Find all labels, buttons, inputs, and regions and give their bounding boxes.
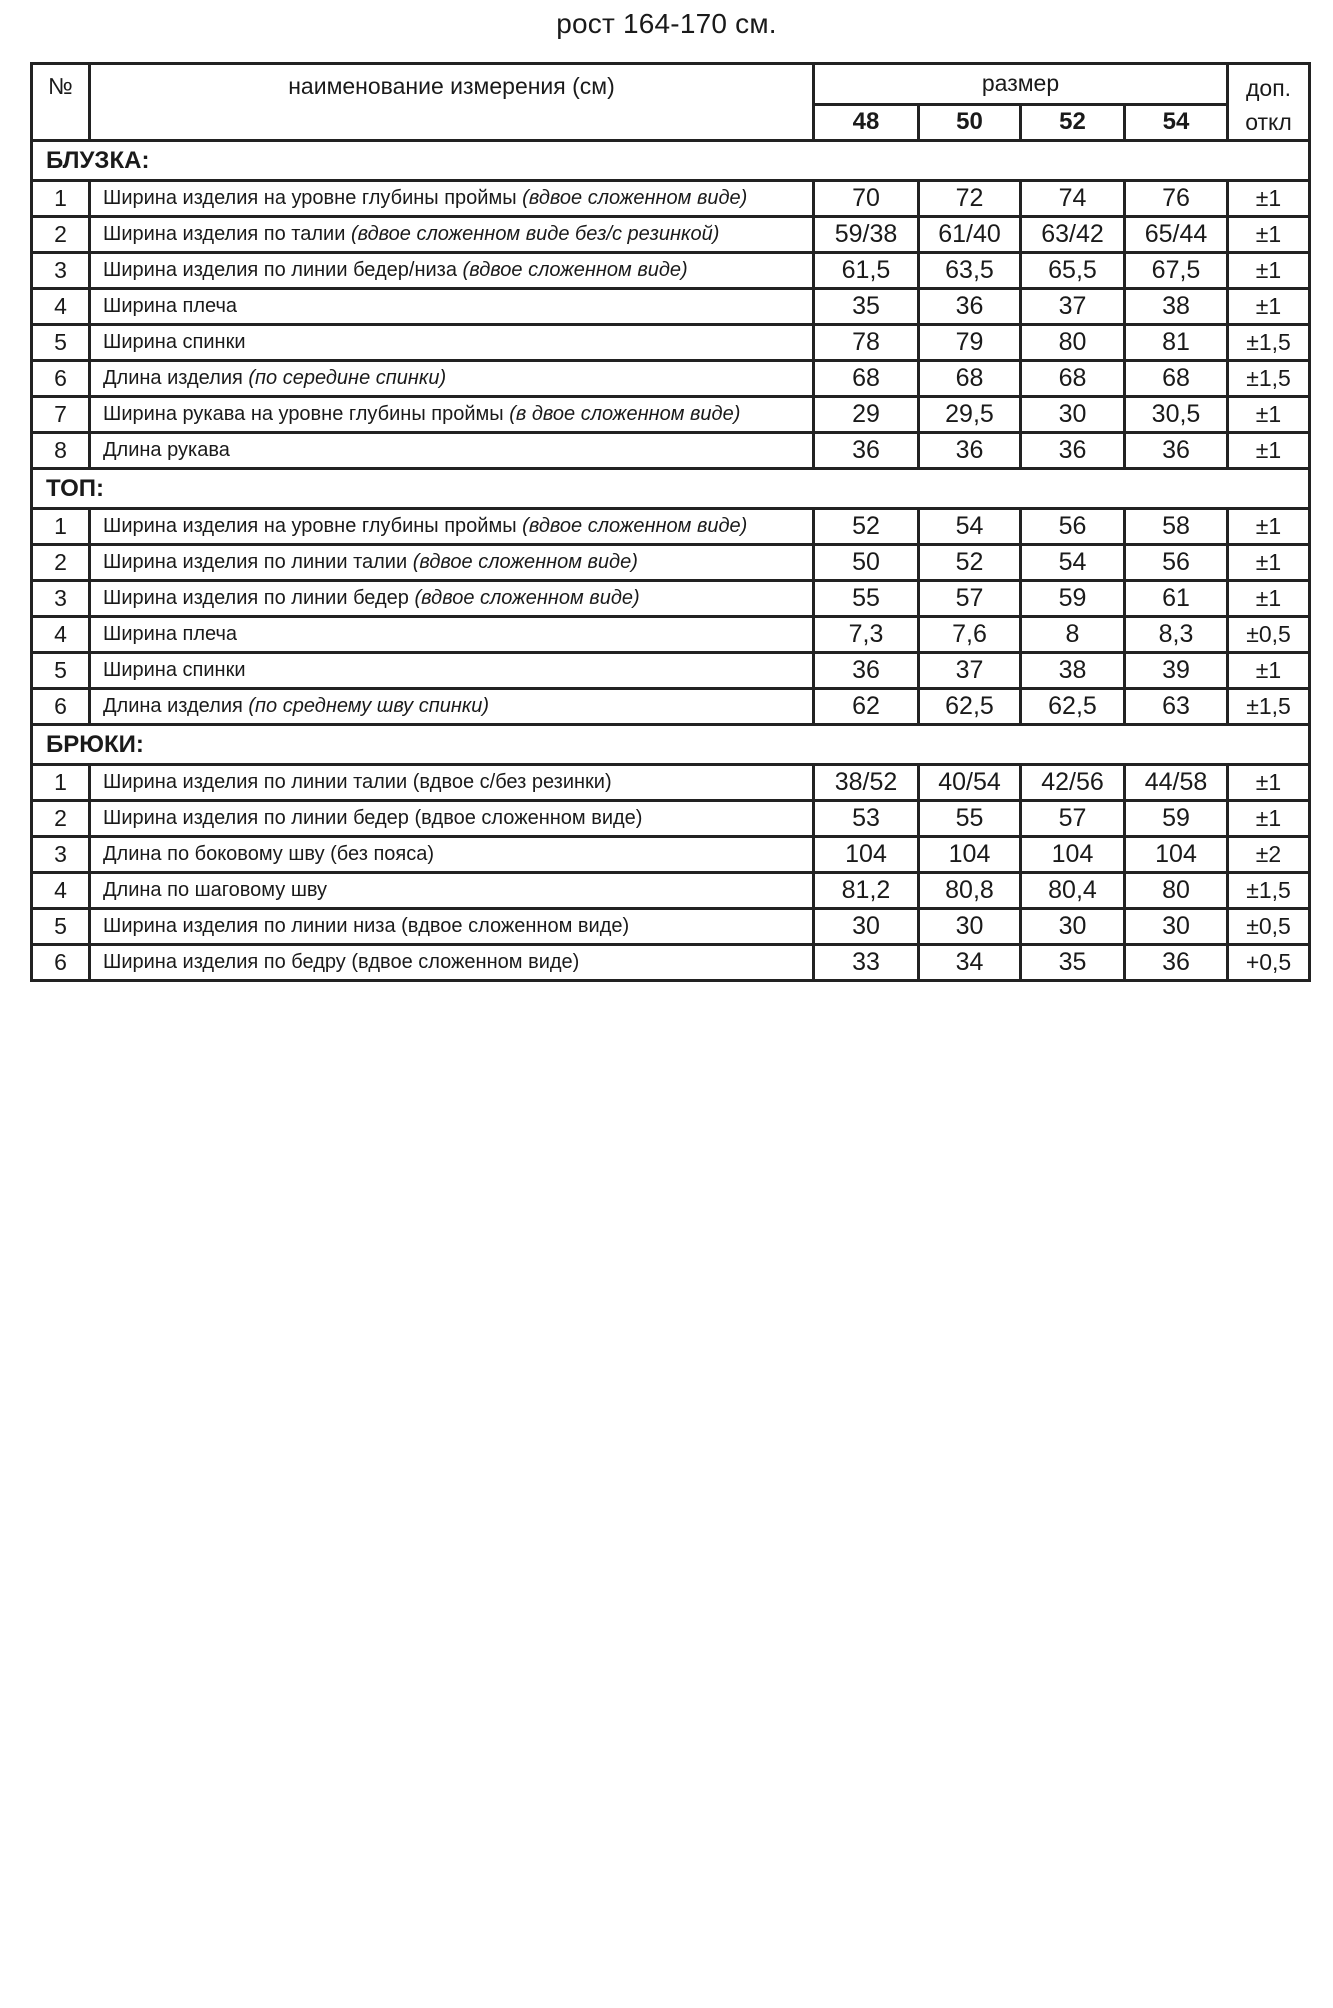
size-48-value: 35 xyxy=(814,289,919,325)
size-50-value: 104 xyxy=(919,837,1021,873)
header-tolerance xyxy=(1228,64,1310,141)
header-number: № xyxy=(32,64,90,141)
size-48-value: 30 xyxy=(814,909,919,945)
table-row xyxy=(32,945,1310,981)
measurement-note: (вдвое сложенном виде) xyxy=(522,515,748,537)
measurement-name xyxy=(90,289,814,325)
size-52-value: 42/56 xyxy=(1021,765,1125,801)
size-54-value: 76 xyxy=(1125,181,1228,217)
measurement-text: Длина по боковому шву (без пояса) xyxy=(103,843,435,865)
row-number: 2 xyxy=(32,217,90,253)
size-48-value: 78 xyxy=(814,325,919,361)
page-title: рост 164-170 см. xyxy=(556,8,777,39)
section-header-bryuki xyxy=(32,725,1310,765)
size-50-value: 54 xyxy=(919,509,1021,545)
row-number: 4 xyxy=(32,289,90,325)
size-54-value: 30 xyxy=(1125,909,1228,945)
tolerance-value: ±0,5 xyxy=(1228,617,1310,653)
size-52-value: 65,5 xyxy=(1021,253,1125,289)
section-header-bluzka xyxy=(32,141,1310,181)
measurement-name xyxy=(90,765,814,801)
header-size-48: 48 xyxy=(814,104,919,140)
table-row xyxy=(32,325,1310,361)
measurement-name xyxy=(90,361,814,397)
tolerance-value: ±1 xyxy=(1228,289,1310,325)
measurement-text: Длина изделия xyxy=(103,367,243,389)
size-54-value: 44/58 xyxy=(1125,765,1228,801)
measurement-name xyxy=(90,653,814,689)
measurement-text: Ширина изделия по бедру (вдвое сложенном виде) xyxy=(103,951,580,973)
size-52-value: 80,4 xyxy=(1021,873,1125,909)
measurement-text: Ширина изделия по талии xyxy=(103,223,346,245)
size-54-value: 59 xyxy=(1125,801,1228,837)
row-number: 3 xyxy=(32,837,90,873)
size-52-value: 57 xyxy=(1021,801,1125,837)
size-50-value: 63,5 xyxy=(919,253,1021,289)
size-52-value: 74 xyxy=(1021,181,1125,217)
size-48-value: 36 xyxy=(814,433,919,469)
size-54-value: 58 xyxy=(1125,509,1228,545)
row-number: 2 xyxy=(32,801,90,837)
row-number: 3 xyxy=(32,581,90,617)
measurement-name xyxy=(90,837,814,873)
size-52-value: 38 xyxy=(1021,653,1125,689)
measurement-name xyxy=(90,909,814,945)
measurement-name xyxy=(90,325,814,361)
size-54-value: 38 xyxy=(1125,289,1228,325)
row-number: 5 xyxy=(32,909,90,945)
size-52-value: 62,5 xyxy=(1021,689,1125,725)
row-number: 2 xyxy=(32,545,90,581)
header-tolerance-line1: доп. xyxy=(1245,75,1292,101)
size-54-value: 63 xyxy=(1125,689,1228,725)
measurement-text: Ширина плеча xyxy=(103,295,238,317)
row-number: 4 xyxy=(32,873,90,909)
size-48-value: 59/38 xyxy=(814,217,919,253)
size-50-value: 34 xyxy=(919,945,1021,981)
row-number: 1 xyxy=(32,181,90,217)
size-48-value: 7,3 xyxy=(814,617,919,653)
tolerance-value: ±1,5 xyxy=(1228,325,1310,361)
size-50-value: 7,6 xyxy=(919,617,1021,653)
size-52-value: 104 xyxy=(1021,837,1125,873)
size-54-value: 39 xyxy=(1125,653,1228,689)
tolerance-value: ±1,5 xyxy=(1228,361,1310,397)
table-row xyxy=(32,617,1310,653)
size-50-value: 57 xyxy=(919,581,1021,617)
size-52-value: 30 xyxy=(1021,397,1125,433)
table-row xyxy=(32,689,1310,725)
measurement-name xyxy=(90,581,814,617)
size-48-value: 81,2 xyxy=(814,873,919,909)
table-row xyxy=(32,509,1310,545)
table-row xyxy=(32,837,1310,873)
header-tolerance-line2: откл xyxy=(1245,109,1292,135)
tolerance-value: ±1 xyxy=(1228,253,1310,289)
measurement-name xyxy=(90,509,814,545)
row-number: 5 xyxy=(32,653,90,689)
size-50-value: 62,5 xyxy=(919,689,1021,725)
table-row xyxy=(32,397,1310,433)
section-label: ТОП: xyxy=(32,469,1310,509)
measurement-name xyxy=(90,801,814,837)
tolerance-value: ±1 xyxy=(1228,765,1310,801)
measurement-name xyxy=(90,217,814,253)
measurement-text: Ширина изделия по линии низа (вдвое сложенном виде) xyxy=(103,915,630,937)
table-row xyxy=(32,765,1310,801)
header-size-50: 50 xyxy=(919,104,1021,140)
size-48-value: 55 xyxy=(814,581,919,617)
tolerance-value: ±1 xyxy=(1228,545,1310,581)
size-54-value: 65/44 xyxy=(1125,217,1228,253)
size-54-value: 81 xyxy=(1125,325,1228,361)
tolerance-value: ±1,5 xyxy=(1228,689,1310,725)
row-number: 6 xyxy=(32,945,90,981)
row-number: 6 xyxy=(32,361,90,397)
size-54-value: 104 xyxy=(1125,837,1228,873)
table-row xyxy=(32,653,1310,689)
measurement-text: Ширина плеча xyxy=(103,623,238,645)
measurement-name xyxy=(90,397,814,433)
table-row xyxy=(32,801,1310,837)
table-row xyxy=(32,217,1310,253)
tolerance-value: ±1 xyxy=(1228,217,1310,253)
measurement-note: (в двое сложенном виде) xyxy=(509,403,741,425)
size-50-value: 52 xyxy=(919,545,1021,581)
size-48-value: 68 xyxy=(814,361,919,397)
row-number: 5 xyxy=(32,325,90,361)
size-50-value: 36 xyxy=(919,433,1021,469)
size-54-value: 8,3 xyxy=(1125,617,1228,653)
row-number: 3 xyxy=(32,253,90,289)
row-number: 6 xyxy=(32,689,90,725)
section-label: БЛУЗКА: xyxy=(32,141,1310,181)
tolerance-value: ±1 xyxy=(1228,181,1310,217)
measurement-note: (вдвое сложенном виде без/с резинкой) xyxy=(350,223,720,245)
size-50-value: 30 xyxy=(919,909,1021,945)
tolerance-value: ±2 xyxy=(1228,837,1310,873)
measurements-table xyxy=(30,62,1311,982)
size-52-value: 80 xyxy=(1021,325,1125,361)
size-50-value: 29,5 xyxy=(919,397,1021,433)
measurement-note: (вдвое сложенном виде) xyxy=(462,259,688,281)
tolerance-value: +0,5 xyxy=(1228,945,1310,981)
measurement-name xyxy=(90,253,814,289)
section-label: БРЮКИ: xyxy=(32,725,1310,765)
size-48-value: 62 xyxy=(814,689,919,725)
tolerance-value: ±1 xyxy=(1228,653,1310,689)
size-54-value: 67,5 xyxy=(1125,253,1228,289)
size-52-value: 36 xyxy=(1021,433,1125,469)
size-54-value: 36 xyxy=(1125,433,1228,469)
measurement-name xyxy=(90,945,814,981)
size-52-value: 37 xyxy=(1021,289,1125,325)
size-54-value: 30,5 xyxy=(1125,397,1228,433)
measurement-text: Длина по шаговому шву xyxy=(103,879,328,901)
size-54-value: 68 xyxy=(1125,361,1228,397)
size-48-value: 53 xyxy=(814,801,919,837)
tolerance-value: ±1,5 xyxy=(1228,873,1310,909)
size-50-value: 40/54 xyxy=(919,765,1021,801)
measurement-name xyxy=(90,617,814,653)
row-number: 1 xyxy=(32,509,90,545)
table-header xyxy=(32,64,1310,141)
header-measurement-name: наименование измерения (см) xyxy=(90,64,814,141)
measurement-note: (по среднему шву спинки) xyxy=(248,695,490,717)
row-number: 8 xyxy=(32,433,90,469)
size-52-value: 54 xyxy=(1021,545,1125,581)
row-number: 1 xyxy=(32,765,90,801)
size-52-value: 8 xyxy=(1021,617,1125,653)
size-52-value: 56 xyxy=(1021,509,1125,545)
tolerance-value: ±1 xyxy=(1228,397,1310,433)
measurement-text: Ширина изделия по линии талии (вдвое с/без резинки) xyxy=(103,771,612,793)
size-54-value: 36 xyxy=(1125,945,1228,981)
size-52-value: 68 xyxy=(1021,361,1125,397)
measurement-text: Ширина рукава на уровне глубины проймы xyxy=(103,403,504,425)
measurement-note: (вдвое сложенном виде) xyxy=(522,187,748,209)
size-50-value: 55 xyxy=(919,801,1021,837)
tolerance-value: ±0,5 xyxy=(1228,909,1310,945)
size-52-value: 63/42 xyxy=(1021,217,1125,253)
tolerance-value: ±1 xyxy=(1228,509,1310,545)
size-54-value: 61 xyxy=(1125,581,1228,617)
table-row xyxy=(32,433,1310,469)
measurement-text: Ширина изделия на уровне глубины проймы xyxy=(103,187,517,209)
measurement-text: Длина рукава xyxy=(103,439,230,461)
size-50-value: 79 xyxy=(919,325,1021,361)
size-48-value: 52 xyxy=(814,509,919,545)
size-52-value: 30 xyxy=(1021,909,1125,945)
measurement-text: Ширина изделия по линии бедер (вдвое сложенном виде) xyxy=(103,807,643,829)
size-54-value: 56 xyxy=(1125,545,1228,581)
header-size-54: 54 xyxy=(1125,104,1228,140)
tolerance-value: ±1 xyxy=(1228,433,1310,469)
measurement-text: Ширина спинки xyxy=(103,331,246,353)
size-54-value: 80 xyxy=(1125,873,1228,909)
tolerance-value: ±1 xyxy=(1228,581,1310,617)
table-row xyxy=(32,909,1310,945)
size-50-value: 36 xyxy=(919,289,1021,325)
size-48-value: 38/52 xyxy=(814,765,919,801)
size-52-value: 35 xyxy=(1021,945,1125,981)
measurement-text: Ширина изделия на уровне глубины проймы xyxy=(103,515,517,537)
table-row xyxy=(32,181,1310,217)
row-number: 7 xyxy=(32,397,90,433)
tolerance-value: ±1 xyxy=(1228,801,1310,837)
size-50-value: 80,8 xyxy=(919,873,1021,909)
size-52-value: 59 xyxy=(1021,581,1125,617)
measurement-note: (по середине спинки) xyxy=(248,367,447,389)
size-48-value: 61,5 xyxy=(814,253,919,289)
measurement-name xyxy=(90,181,814,217)
size-48-value: 50 xyxy=(814,545,919,581)
measurement-text: Ширина спинки xyxy=(103,659,246,681)
measurement-name xyxy=(90,433,814,469)
table-row xyxy=(32,253,1310,289)
row-number: 4 xyxy=(32,617,90,653)
size-48-value: 36 xyxy=(814,653,919,689)
table-row xyxy=(32,873,1310,909)
size-50-value: 61/40 xyxy=(919,217,1021,253)
size-50-value: 68 xyxy=(919,361,1021,397)
measurement-text: Ширина изделия по линии бедер xyxy=(103,587,409,609)
size-50-value: 72 xyxy=(919,181,1021,217)
measurement-text: Ширина изделия по линии бедер/низа xyxy=(103,259,457,281)
measurement-note: (вдвое сложенном виде) xyxy=(414,587,640,609)
measurement-name xyxy=(90,689,814,725)
header-size-52: 52 xyxy=(1021,104,1125,140)
size-48-value: 33 xyxy=(814,945,919,981)
size-48-value: 29 xyxy=(814,397,919,433)
size-48-value: 104 xyxy=(814,837,919,873)
measurement-note: (вдвое сложенном виде) xyxy=(412,551,638,573)
measurement-text: Длина изделия xyxy=(103,695,243,717)
size-48-value: 70 xyxy=(814,181,919,217)
header-size-group: размер xyxy=(814,64,1228,105)
table-row xyxy=(32,581,1310,617)
table-row xyxy=(32,361,1310,397)
table-row xyxy=(32,545,1310,581)
section-header-top xyxy=(32,469,1310,509)
table-row xyxy=(32,289,1310,325)
measurement-name xyxy=(90,545,814,581)
measurement-name xyxy=(90,873,814,909)
measurement-text: Ширина изделия по линии талии xyxy=(103,551,408,573)
size-50-value: 37 xyxy=(919,653,1021,689)
